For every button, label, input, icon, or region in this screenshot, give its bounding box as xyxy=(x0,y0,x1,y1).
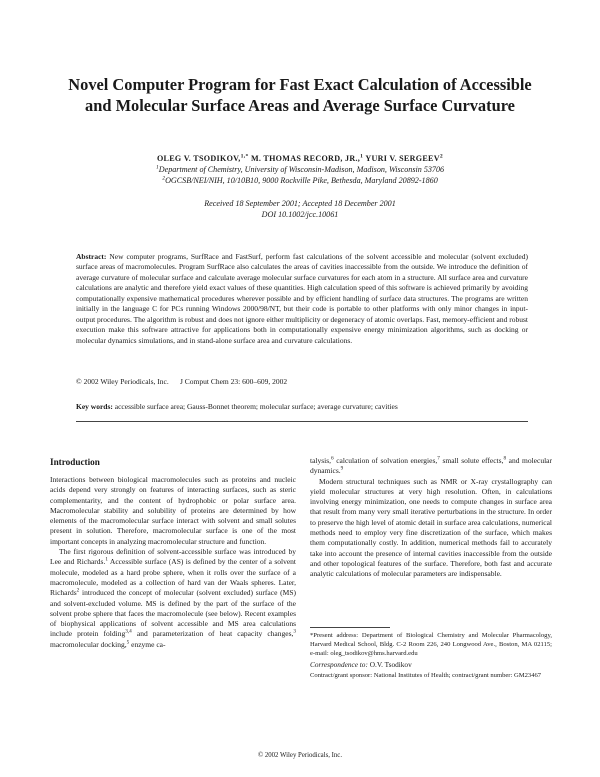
footnote-divider xyxy=(310,627,390,628)
copyright-notice: © 2002 Wiley Periodicals, Inc. xyxy=(76,377,169,386)
author-affiliation-mark: 2 xyxy=(439,153,444,160)
affiliation-1: $^1$Department of Chemistry, University of Wisconsin-Madison, Madison, Wisconsin 53706 xyxy=(155,164,445,174)
page-footer: © 2002 Wiley Periodicals, Inc. xyxy=(257,752,343,759)
affiliation-2: $^2$OGCSB/NEI/NIH, 10/10B10, 9000 Rockville Pike, Bethesda, Maryland 20892-1860 xyxy=(162,175,438,185)
section-divider xyxy=(76,421,528,422)
present-address-footnote: *Present address: Department of Biological Chemistry and Molecular Pharmacology, Harvard Medical School, Bldg. C-2 Room 226, 240 Longwood Ave., Boston, MA 02115; e-mail: oleg_tsodikov@hms.harvard.edu xyxy=(310,632,552,657)
author-affiliation-mark: 1 xyxy=(360,153,364,160)
keywords xyxy=(76,402,528,412)
received-accepted-dates: Received 18 September 2001; Accepted 18 December 2001 xyxy=(204,199,396,208)
keywords-text: accessible surface area; Gauss-Bonnet theorem; molecular surface; average curvature; cavities xyxy=(114,402,398,411)
paragraph: Interactions between biological macromolecules such as proteins and nucleic acids depend very strongly on features of interacting surfaces, such as steric complementarity, and the content of hydrophobic or polar surface area. Macromolecular stability and solubility of proteins are determined by how elements of the macromolecular surface interact with solvent and small solutes present in solution. Therefore, macromolecular surface is one of the most important concepts in analyzing macromolecular structure and function. xyxy=(50,475,296,546)
keywords-label: Key words: xyxy=(76,402,113,411)
author-affiliation-mark: 1,* xyxy=(240,153,249,160)
footnotes xyxy=(310,631,552,682)
abstract-label: Abstract: xyxy=(76,252,107,261)
paragraph: The first rigorous definition of solvent-accessible surface was introduced by Lee and Richards.$^1$ Accessible surface (AS) is defined by the center of a solvent molecule, modeled as a hard probe sphere, when it rolls over the surface of a macromolecule, modeled as a collection of hard van der Waals spheres. Later, Richards$^2$ introduced the concept of molecular (solvent excluded) surface (MS) and solvent-excluded volume. MS is defined by the part of the surface of the solvent probe sphere that faces the macromolecule (see below). Recent examples of biophysical applications of solvent accessible and MS area calculations include protein folding$^{3,4}$ and parameterization of heat capacity changes,$^3$ macromolecular docking,$^5$ enzyme ca- xyxy=(50,547,297,649)
grant-footnote: Contract/grant sponsor: National Institutes of Health; contract/grant number: GM23467 xyxy=(310,672,542,679)
journal-citation: J Comput Chem 23: 600–609, 2002 xyxy=(180,377,288,386)
paragraph: Modern structural techniques such as NMR or X-ray crystallography can yield molecular structures at very high resolution. Often, in calculations involving energy minimization, one needs to compute changes in surface area that result from many very small iterative perturbations in the structure. In order to preserve the high level of atomic detail in surface area calculations, numerical methods need to employ very fine discretization of the surface, which makes them computationally costly. In addition, numerical methods fail to accurately take into account the presence of internal cavities inaccessible from the outside and other topological features of the surface. Therefore, both fast and accurate analytic calculations of molecular parameters are indispensable. xyxy=(310,476,552,579)
right-column xyxy=(310,456,552,580)
author-names xyxy=(40,153,560,164)
citation-line xyxy=(76,377,528,387)
abstract xyxy=(76,252,528,346)
article-title: Novel Computer Program for Fast Exact Calculation of Accessible and Molecular Surface Areas and Average Surface Curvature xyxy=(68,75,532,115)
left-column xyxy=(50,456,296,650)
paragraph: talysis,$^6$ calculation of solvation energies,$^7$ small solute effects,$^8$ and molecular dynamics.$^9$ xyxy=(310,455,552,476)
publication-dates xyxy=(40,198,560,220)
doi: DOI 10.1002/jcc.10061 xyxy=(261,210,339,219)
author-block xyxy=(40,153,560,186)
section-heading: Introduction xyxy=(50,457,100,467)
author-name: M. THOMAS RECORD, JR., xyxy=(250,154,361,163)
correspondence-footnote: Correspondence to: O.V. Tsodikov xyxy=(310,660,412,669)
abstract-text: New computer programs, SurfRace and FastSurf, perform fast calculations of the solvent accessible and molecular (solvent excluded) surface areas of macromolecules. Program SurfRace also calculates the areas of cavities inaccessible from the outside. We introduce the definition of average curvature of molecular surface and calculate average molecular surface curvatures for each atom in a structure. All surface area and curvature calculations are analytic and therefore yield exact values of these quantities. High calculation speed of this software is achieved primarily by avoiding computationally expensive mathematical procedures wherever possible and by efficient handling of surface data structures. The programs are written initially in the language C for PCs running Windows 2000/98/NT, but their code is portable to other platforms with only minor changes in input-output procedures. The algorithm is robust and does not ignore either multiplicity or degeneracy of atomic overlaps. Fast, memory-efficient and robust execution make this software attractive for applications both in computationally expensive energy minimization algorithms, such as docking or molecular dynamics simulations, and in stand-alone surface area and curvature calculations. xyxy=(76,252,528,345)
author-name: OLEG V. TSODIKOV, xyxy=(156,154,241,163)
author-name: YURI V. SERGEEV xyxy=(365,154,440,163)
